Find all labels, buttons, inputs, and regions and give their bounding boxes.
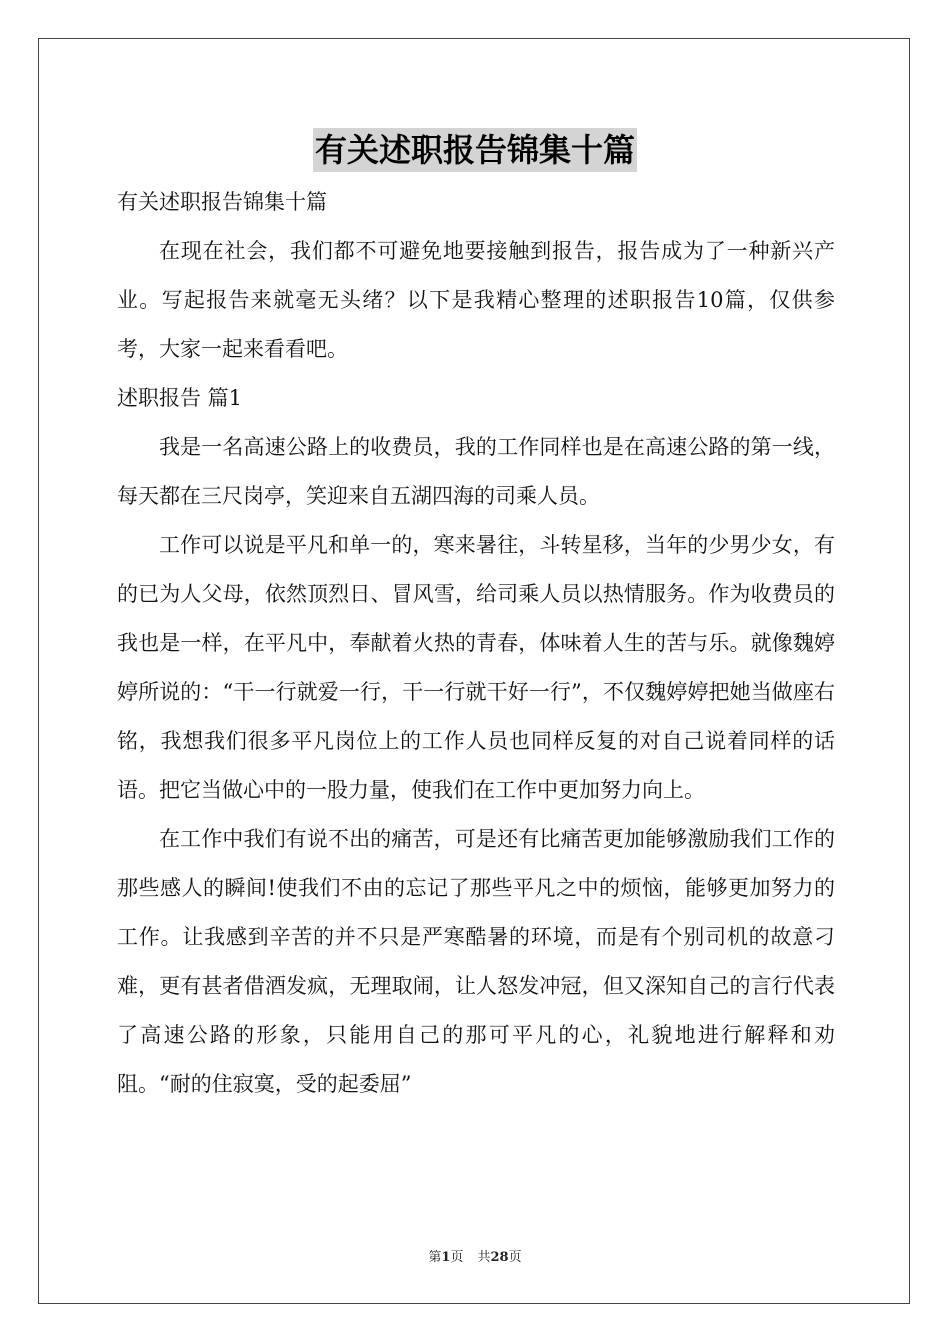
document-body (117, 178, 835, 1109)
paragraph: 有关述职报告锦集十篇 (117, 190, 327, 214)
current-page-number: 1 (441, 1250, 451, 1265)
paragraph: 我是一名高速公路上的收费员，我的工作同样也是在高速公路的第一线，每天都在三尺岗亭，笑迎来自五湖四海的司乘人员。 (117, 435, 835, 508)
page-prefix: 第 (428, 1250, 442, 1265)
paragraph: 在工作中我们有说不出的痛苦，可是还有比痛苦更加能够激励我们工作的那些感人的瞬间!使我们不由的忘记了那些平凡之中的烦恼，能够更加努力的工作。让我感到辛苦的并不只是严寒酷暑的环境，而是有个别司机的故意刁难，更有甚者借酒发疯，无理取闹，让人怒发冲冠，但又深知自己的言行代表了高速公路的形象，只能用自己的那可平凡的心，礼貌地进行解释和劝阻。“耐的住寂寞，受的起委屈” (117, 827, 835, 1096)
total-suffix: 页 (508, 1250, 522, 1265)
total-prefix: 共 (477, 1250, 491, 1265)
paragraph: 在现在社会，我们都不可避免地要接触到报告，报告成为了一种新兴产业。写起报告来就毫无头绪？以下是我精心整理的述职报告10篇，仅供参考，大家一起来看看吧。 (117, 239, 835, 361)
page-footer (0, 1246, 950, 1265)
page-suffix: 页 (450, 1250, 464, 1265)
document-title: 有关述职报告锦集十篇 (313, 128, 637, 172)
section-heading: 述职报告 篇1 (117, 386, 243, 410)
title-area (0, 128, 950, 172)
total-page-count: 28 (490, 1250, 509, 1265)
paragraph: 工作可以说是平凡和单一的，寒来暑往，斗转星移，当年的少男少女，有的已为人父母，依然顶烈日、冒风雪，给司乘人员以热情服务。作为收费员的我也是一样，在平凡中，奉献着火热的青春，体味着人生的苦与乐。就像魏婷婷所说的：“干一行就爱一行，干一行就干好一行”，不仅魏婷婷把她当做座右铭，我想我们很多平凡岗位上的工作人员也同样反复的对自己说着同样的话语。把它当做心中的一股力量，使我们在工作中更加努力向上。 (117, 533, 835, 802)
